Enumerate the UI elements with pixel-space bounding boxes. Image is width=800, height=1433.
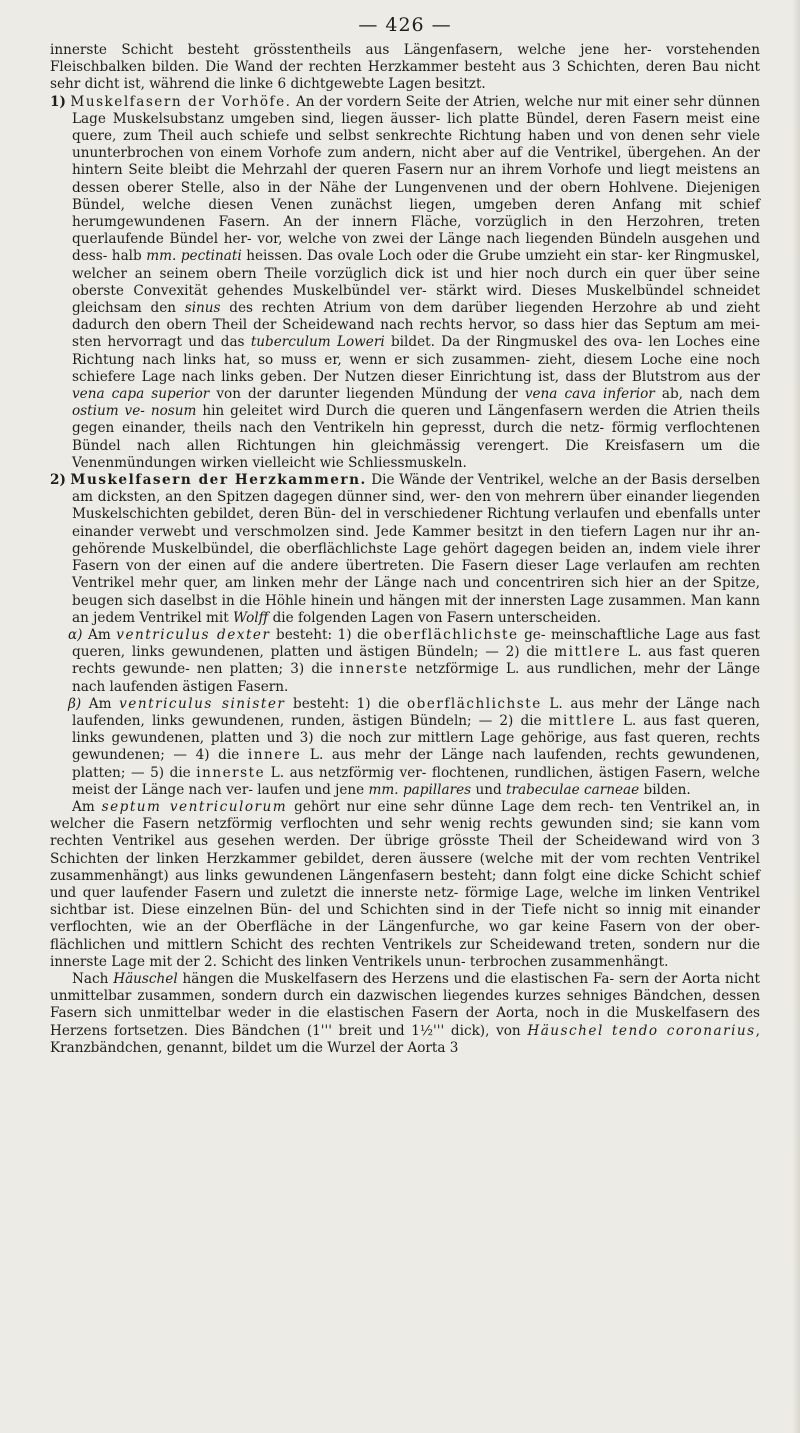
latin-term: mm. pectinati — [146, 248, 242, 265]
section-heading: Muskelfasern der Vorhöfe. — [70, 93, 292, 110]
layer-name: innerste — [339, 661, 409, 678]
latin-term: septum ventriculorum — [101, 798, 288, 815]
body-text: gehört nur eine sehr dünne Lage dem rech- ten Ventrikel an, in welcher die Fasern netzförmig verflochten und sehr wenig rechts gewunden sind; sie kann vom rechten Ventrikel aus gesehen werden. Der übrige grösste Theil der Scheidewand wird von 3 Schichten der linken Herzkammer gebildet, deren äussere (welche mit der vom rechten Ventrikel zusammenhängt) aus links gewundenen Längenfasern besteht; dann folgt eine dicke Schicht schief und quer laufender Fasern und zuletzt die innerste netz- förmige Lage, welche im linken Ventrikel sichtbar ist. Diese einzelnen Bün- del und Schichten sind in der Tiefe nicht so innig mit einander verflochten, wie an der Oberfläche in der Längenfurche, wo gar keine Fasern von der ober- flächlichen und mittlern Schicht des rechten Ventrikels zur Scheidewand treten, sondern nur die innerste Lage mit der 2. Schicht des linken Ventrikels unun- terbrochen zusammenhängt. — [50, 798, 761, 970]
layer-name: oberflächlichste — [406, 695, 542, 712]
subsection-label: α) — [68, 626, 83, 643]
latin-term: vena capa superior — [72, 386, 210, 403]
page-body — [50, 42, 760, 1057]
body-text: bildet. Da der Ringmuskel des ova- len Loches eine Richtung nach links hat, so muss er, wenn er sich zusammen- zieht, diesem Loche eine noch schiefere Lage nach links geben. Der Nutzen dieser Einrichtung ist, dass der Blutstrom aus der — [72, 334, 760, 385]
body-text: besteht: 1) die — [270, 626, 384, 643]
body-text: Am — [82, 626, 117, 643]
body-text: des rechten Atrium von dem darüber liegenden Herzohre ab und zieht dadurch den obern Theil der Scheidewand nach rechts hervor, so dass hier das Septum am mei- sten hervorragt und das — [72, 300, 760, 351]
section-heading: Muskelfasern der Herzkammern. — [70, 472, 367, 489]
layer-name: innere — [247, 747, 302, 764]
body-text: und — [471, 781, 506, 798]
body-text: heissen. Das ovale Loch oder die Grube umzieht ein star- ker Ringmuskel, welcher an seinem obern Theile vorzüglich dick ist und hier noch durch ein quer über seine oberste Convexität gehendes Muskelbündel ver- stärkt wird. Dieses Muskelbündel schneidet gleichsam den — [72, 248, 761, 317]
paragraph-left-ventricle — [50, 696, 760, 799]
latin-term: ventriculus dexter — [116, 626, 271, 643]
body-text: L. aus mehr der Länge nach laufenden, rechts gewundenen, platten; — 5) die — [72, 747, 761, 781]
body-text: L. aus fast queren rechts gewunde- nen platten; 3) die — [72, 644, 761, 678]
body-text: An der vordern Seite der Atrien, welche nur mit einer sehr dünnen Lage Muskelsubstanz umgeben sind, liegen äusser- lich platte Bündel, deren Fasern meist eine quere, zum Theil auch schiefe und selbst senkrechte Richtung haben und von denen sehr viele ununterbrochen von einem Vorhofe zum andern, nicht aber auf die Ventrikel, übergehen. An der hintern Seite bleibt die Mehrzahl der queren Fasern nur an ihrem Vorhofe und liegt meistens an dessen oberer Stelle, also in der Nähe der Lungenvenen und der obern Hohlvene. Diejenigen Bündel, welche diesen Venen zunächst liegen, umgeben deren Anfang mit schief herumgewundenen Fasern. An der innern Fläche, vorzüglich in den Herzohren, treten querlaufende Bündel her- vor, welche von zwei der Länge nach liegenden Bündeln ausgehen und dess- halb — [72, 93, 760, 265]
body-text: L. aus mehr der Länge nach laufenden, links gewundenen, runden, ästigen Bündeln; — 2) die — [72, 695, 760, 729]
paragraph-atria-muscle-fibers — [50, 94, 760, 472]
page-edge-shadow — [792, 0, 800, 1433]
layer-name: mittlere — [554, 644, 622, 661]
body-text: besteht: 1) die — [285, 695, 407, 712]
body-text: hängen die Muskelfasern des Herzens und die elastischen Fa- sern der Aorta nicht unmittelbar zusammen, sondern durch ein dazwischen liegendes kurzes sehniges Bändchen, dessen Fasern sich unmittelbar weder in die elastischen Fasern der Aorta, noch in die Muskelfasern des Herzens fortsetzen. Dies Bändchen (1''' breit und 1½''' dick), von — [50, 970, 760, 1039]
body-text: hin geleitet wird Durch die queren und Längenfasern werden die Atrien theils gegen einander, theils nach den Ventrikeln hin gepresst, durch die netz- förmig verflochtenen Bündel nach allen Richtungen hin gleichmässig verengert. Die Kreisfasern um die Venenmündungen wirken vielleicht wie Schliessmuskeln. — [72, 403, 761, 471]
body-text: , Kranzbändchen, genannt, bildet um die Wurzel der Aorta 3 — [50, 1022, 760, 1056]
body-text: die folgenden Lagen von Fasern unterscheiden. — [268, 609, 602, 626]
latin-term: vena cava inferior — [524, 386, 655, 403]
body-text: L. aus fast queren, links gewundenen, platten und 3) die noch zur mittlern Lage gehörige, aus fast queren, rechts gewundenen; — 4) die — [72, 712, 760, 764]
page-number: — 426 — — [358, 14, 452, 36]
subsection-label: β) — [68, 695, 82, 712]
layer-name: innerste — [196, 764, 266, 781]
body-text: Am — [81, 695, 120, 712]
paragraph-number: 1) — [50, 93, 66, 110]
body-text: Nach — [72, 970, 114, 987]
body-text: L. aus netzförmig ver- flochtenen, rundlichen, ästigen Fasern, welche meist der Länge nach ver- laufen und jene — [72, 764, 760, 798]
latin-term: sinus — [184, 300, 221, 317]
latin-term: ventriculus sinister — [119, 695, 286, 712]
author-name: Wolff — [233, 609, 269, 626]
author-name: Häuschel — [113, 970, 178, 987]
body-text: ab, nach dem — [654, 386, 760, 403]
body-text: Am — [72, 798, 102, 815]
latin-term: trabeculae carneae — [506, 781, 640, 798]
body-text: bilden. — [639, 781, 691, 798]
body-text: Die Wände der Ventrikel, welche an der Basis derselben am dicksten, an den Spitzen dagegen dünner sind, wer- den von mehrern über einander liegenden Muskelschichten gebildet, deren Bün- del in verschiedener Richtung verlaufen und ebenfalls unter einander verwebt und verschmolzen sind. Jede Kammer besitzt in den tiefern Lagen nur ihr an- gehörende Muskelbündel, die oberflächlichste Lage gehört dagegen beiden an, indem viele ihrer Fasern von der einen auf die andere übertreten. Die Fasern dieser Lage verlaufen am rechten Ventrikel mehr quer, am linken mehr der Länge nach und concentriren sich hier an der Spitze, beugen sich daselbst in die Höhle hinein und hängen mit der innersten Lage zusammen. Man kann an jedem Ventrikel mit — [72, 472, 760, 626]
body-text: netzförmige L. aus rundlichen, mehr der Länge nach laufenden ästigen Fasern. — [72, 661, 760, 695]
layer-name: oberflächlichste — [383, 626, 519, 643]
paragraph-ventricle-muscle-fibers — [50, 472, 760, 627]
paragraph-septum — [50, 799, 760, 971]
body-text: ge- meinschaftliche Lage aus fast queren, links gewundenen, platten und ästigen Bündeln; — 2) die — [72, 626, 760, 661]
latin-term: Häuschel tendo coronarius — [527, 1022, 756, 1039]
intro-paragraph: innerste Schicht besteht grösstentheils aus Längenfasern, welche jene her- vorstehenden Fleischbalken bilden. Die Wand der rechten Herzkammer besteht aus 3 Schichten, deren Bau nicht sehr dicht ist, während die linke 6 dichtgewebte Lagen besitzt. — [50, 42, 760, 93]
latin-term: tuberculum Loweri — [250, 334, 385, 351]
layer-name: mittlere — [548, 712, 616, 729]
body-text: von der darunter liegenden Mündung der — [209, 386, 525, 403]
latin-term: mm. papillares — [368, 781, 472, 798]
latin-term: ostium ve- nosum — [72, 403, 197, 420]
paragraph-right-ventricle — [50, 627, 760, 696]
paragraph-aorta-connection — [50, 971, 760, 1057]
paragraph-number: 2) — [50, 472, 66, 489]
